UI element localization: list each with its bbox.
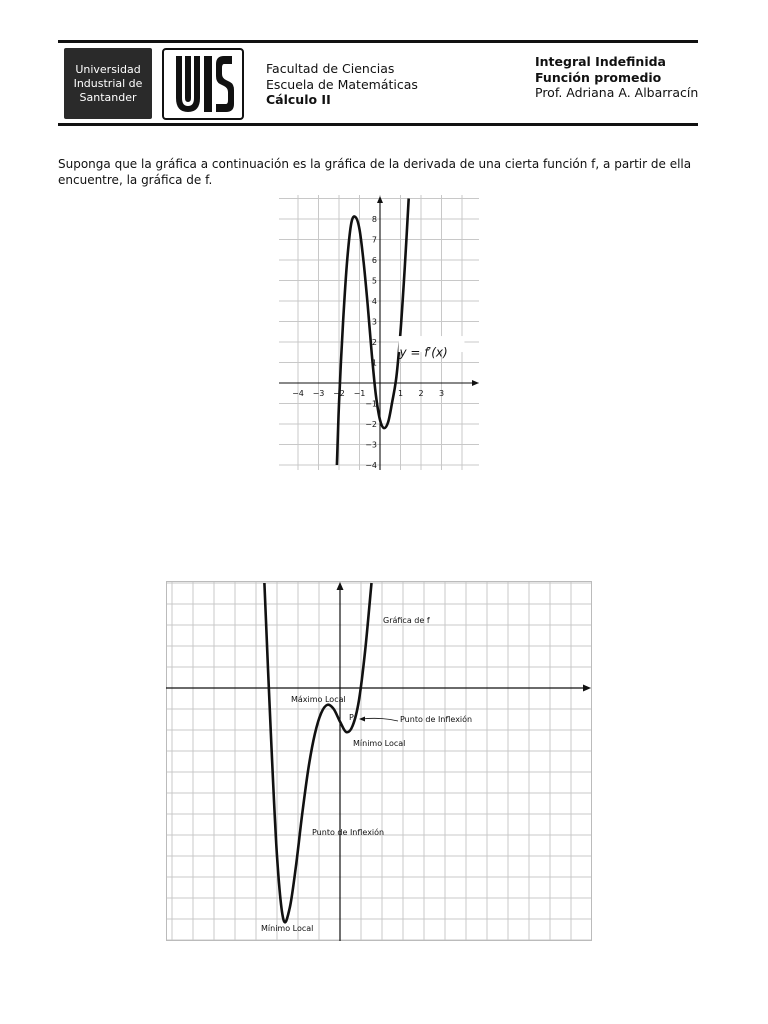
school-name: Escuela de Matemáticas [266,76,418,92]
point-p-label: P [349,713,354,722]
professor-name: Prof. Adriana A. Albarracín [535,85,699,100]
curve-label: y = f′(x) [399,345,448,360]
x-axis-arrow [472,380,479,386]
y-tick-label: 5 [371,276,377,286]
faculty-name: Facultad de Ciencias [266,61,395,76]
local-min-right-label: Mínimo Local [353,739,406,748]
uis-logo [162,48,244,120]
local-max-label: Máximo Local [291,695,346,704]
header-top-rule [58,40,698,43]
function-grid [166,581,592,941]
subtopic-title: Función promedio [535,69,662,85]
graph-label: Gráfica de f [383,616,430,625]
x-tick-label: 3 [438,389,445,398]
derivative-grid [279,195,479,470]
course-name: Cálculo II [266,92,331,107]
x-tick-label: −1 [353,389,366,398]
x-tick-label: −3 [312,389,325,398]
y-tick-label: 7 [371,235,377,245]
header-institution [266,61,418,108]
university-line-1: Universidad [75,62,141,76]
header-topic [535,54,698,101]
local-min-left-label: Mínimo Local [261,924,314,933]
inflection-upper-label: Punto de Inflexión [400,715,473,724]
y-tick-label: 3 [371,317,377,327]
y-tick-label: −2 [365,420,377,429]
university-logo [64,48,152,119]
inflection-arrow [362,718,398,721]
university-line-3: Santander [79,90,137,104]
y-tick-label: 8 [371,215,377,224]
y-tick-label: −4 [365,461,377,470]
x-tick-label: 1 [397,389,404,398]
function-curve [264,583,371,922]
problem-line-2: encuentre, la gráfica de f. [58,173,213,187]
function-chart [166,581,592,941]
y-tick-label: 4 [371,297,377,306]
derivative-chart [279,195,479,470]
inflection-lower-label: Punto de Inflexión [312,828,385,837]
header-bottom-rule [58,123,698,126]
uis-logo-mark [164,50,242,118]
problem-statement [58,156,708,188]
x-tick-label: −2 [333,389,345,398]
y-tick-label: −3 [365,440,377,450]
y-tick-label: 1 [371,358,377,368]
y-axis-arrow [377,196,383,203]
x-tick-label: −4 [292,389,304,398]
university-line-2: Industrial de [73,76,143,90]
x-tick-label: 2 [418,389,424,398]
chart-border [167,582,592,941]
y-tick-label: 2 [371,338,377,347]
y-tick-label: −1 [365,399,377,409]
x-axis-arrow [583,685,591,692]
inflection-arrow-head [359,717,365,722]
topic-title: Integral Indefinida [535,54,666,69]
problem-line-1: Suponga que la gráfica a continuación es la gráfica de la derivada de una cierta función f, a partir de ella [58,157,692,171]
y-tick-label: 6 [371,256,377,265]
